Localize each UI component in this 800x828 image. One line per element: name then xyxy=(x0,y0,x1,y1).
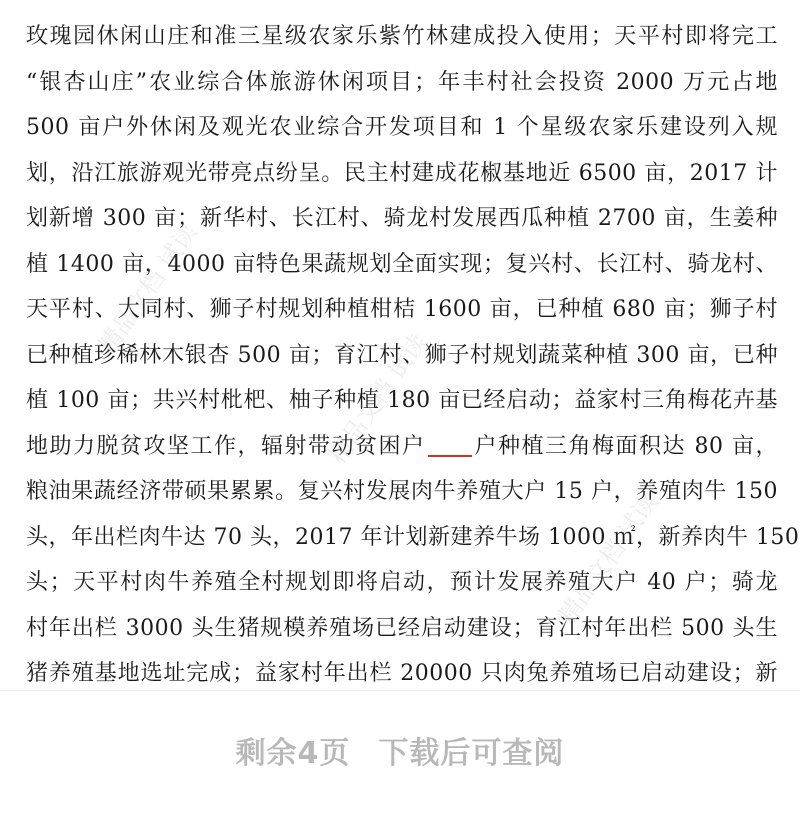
fill-in-blank xyxy=(428,433,472,457)
text-line-8: 已种植珍稀林木银杏 500 亩；育江村、狮子村规划蔬菜种植 300 亩，已种 xyxy=(26,342,778,368)
text-line-3: 500 亩户外休闲及观光农业综合开发项目和 1 个星级农家乐建设列入规 xyxy=(26,115,778,140)
text-line-15: 猪养殖基地选址完成；益家村年出栏 20000 只肉兔养殖场已启动建设；新 xyxy=(26,661,778,686)
text-line-11: 粮油果蔬经济带硕果累累。复兴村发展肉牛养殖大户 15 户，养殖肉牛 150 xyxy=(26,479,778,504)
text-line-10 xyxy=(26,424,778,470)
text-line-12: 头，年出栏肉牛达 70 头，2017 年计划新建养牛场 1000 ㎡，新养肉牛 150 xyxy=(26,524,800,550)
text-line-14: 村年出栏 3000 头生猪规模养殖场已经启动建设；育江村年出栏 500 头生 xyxy=(26,615,778,641)
text-line-10-before: 地助力脱贫攻坚工作，辐射带动贫困户 xyxy=(26,433,426,459)
text-line-5: 划新增 300 亩；新华村、长江村、骑龙村发展西瓜种植 2700 亩，生姜种 xyxy=(26,206,778,231)
text-line-4: 划，沿江旅游观光带亮点纷呈。民主村建成花椒基地近 6500 亩，2017 计 xyxy=(26,160,778,186)
watermark-3: 精品文档 试读 xyxy=(552,488,663,630)
remaining-pages-label: 剩余4页 xyxy=(235,736,351,771)
text-line-7: 天平村、大同村、狮子村规划种植柑桔 1600 亩，已种植 680 亩；狮子村 xyxy=(26,297,778,322)
watermark-2: 精品文档 试读 xyxy=(322,328,433,470)
text-line-10-after: 户种植三角梅面积达 80 亩， xyxy=(473,433,778,459)
document-body xyxy=(26,14,800,697)
text-line-13: 头；天平村肉牛养殖全村规划即将启动，预计发展养殖大户 40 户；骑龙 xyxy=(26,570,778,595)
footer-divider xyxy=(0,690,800,691)
text-line-9: 植 100 亩；共兴村枇杷、柚子种植 180 亩已经启动；益家村三角梅花卉基 xyxy=(26,388,778,413)
read-more-banner[interactable] xyxy=(0,728,800,772)
text-line-6: 植 1400 亩，4000 亩特色果蔬规划全面实现；复兴村、长江村、骑龙村、 xyxy=(26,251,778,277)
text-line-2: “银杏山庄”农业综合体旅游休闲项目；年丰村社会投资 2000 万元占地 xyxy=(26,69,778,95)
watermark-1: 精品文档 试读 xyxy=(92,218,203,360)
download-prompt-label: 下载后可查阅 xyxy=(378,736,565,771)
text-line-1: 玫瑰园休闲山庄和准三星级农家乐紫竹林建成投入使用；天平村即将完工 xyxy=(26,24,778,49)
